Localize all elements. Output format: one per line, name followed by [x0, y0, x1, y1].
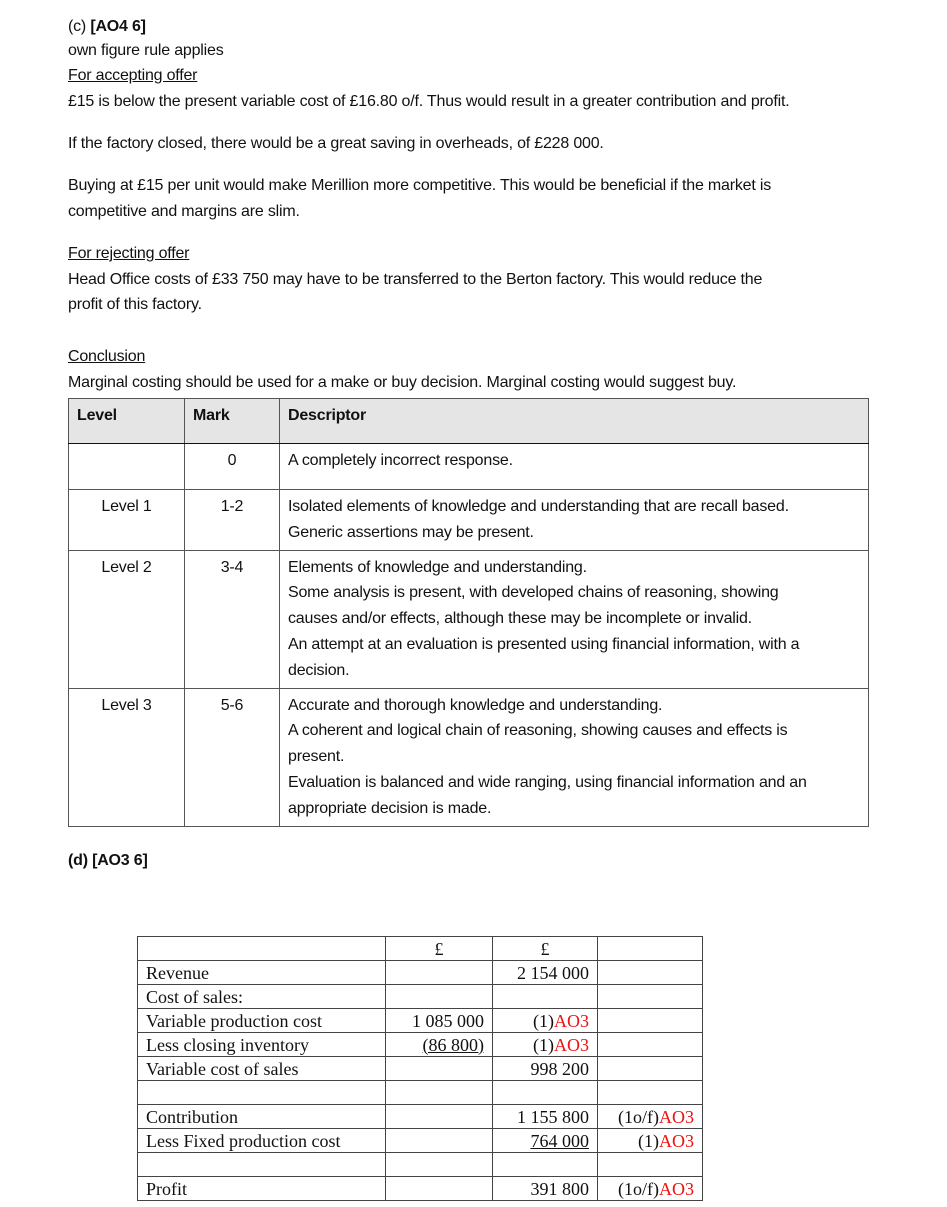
blank-cell: [598, 1153, 703, 1177]
table-row: [138, 1177, 703, 1201]
level-cell: [69, 444, 185, 490]
descriptor-line: causes and/or effects, although these may be incomplete or invalid.: [288, 610, 752, 628]
part-d-heading: (d) [AO3 6]: [68, 852, 148, 869]
row-label: Revenue: [138, 961, 386, 985]
col2-value: 1 085 000: [386, 1009, 493, 1033]
blank-cell: [138, 1081, 386, 1105]
col3-value: 1 155 800: [493, 1105, 598, 1129]
row-label: Contribution: [138, 1105, 386, 1129]
ao-marker: AO3: [554, 1034, 589, 1055]
mark-count: (1): [638, 1130, 659, 1151]
row-label: Cost of sales:: [138, 985, 386, 1009]
blank-cell: [598, 1081, 703, 1105]
descriptor-line: decision.: [288, 661, 350, 679]
blank-cell: [598, 1033, 703, 1057]
descriptor-cell: [280, 550, 869, 688]
col3-value: [493, 1129, 598, 1153]
mark-allocation: [493, 1033, 598, 1057]
marginal-costing-statement-table: [137, 936, 703, 1201]
row-label: Profit: [138, 1177, 386, 1201]
blank-cell: [493, 1153, 598, 1177]
descriptor-line: Evaluation is balanced and wide ranging, using financial information and an: [288, 773, 807, 791]
descriptor-line: appropriate decision is made.: [288, 799, 492, 817]
table-row: [69, 688, 869, 826]
descriptor-line: A completely incorrect response.: [288, 452, 513, 469]
accepting-point-2: If the factory closed, there would be a great saving in overheads, of £228 000.: [68, 135, 604, 152]
blank-cell: [386, 1057, 493, 1081]
descriptor-line: Isolated elements of knowledge and understanding that are recall based.: [288, 498, 789, 515]
table-row: [138, 1033, 703, 1057]
accepting-point-3-line-2: competitive and margins are slim.: [68, 203, 300, 220]
blank-cell: [598, 1057, 703, 1081]
ao-marker: AO3: [554, 1010, 589, 1031]
mark-count: (1o/f): [618, 1106, 659, 1127]
level-cell: Level 3: [69, 688, 185, 826]
descriptor-line: Generic assertions may be present.: [288, 523, 534, 541]
accepting-point-3-line-1: Buying at £15 per unit would make Merillion more competitive. This would be beneficial if the market is: [68, 177, 772, 194]
level-cell: Level 1: [69, 490, 185, 551]
conclusion-heading: Conclusion: [68, 348, 146, 365]
table-row: [138, 985, 703, 1009]
blank-cell: [386, 1129, 493, 1153]
part-c-ao-tag: [AO4 6]: [90, 18, 146, 35]
currency-header-row: [138, 937, 703, 961]
level-cell: Level 2: [69, 550, 185, 688]
currency-symbol: £: [386, 937, 493, 961]
col3-value: 2 154 000: [493, 961, 598, 985]
spacer-row: [138, 1153, 703, 1177]
col3-value: 998 200: [493, 1057, 598, 1081]
rejecting-point-1-line-2: profit of this factory.: [68, 296, 202, 313]
blank-cell: [386, 1153, 493, 1177]
blank-cell: [138, 1153, 386, 1177]
table-row: [138, 961, 703, 985]
table-row: [69, 550, 869, 688]
blank-cell: [598, 937, 703, 961]
descriptor-cell: [280, 444, 869, 490]
descriptor-line: Accurate and thorough knowledge and understanding.: [288, 696, 663, 714]
accepting-point-1: £15 is below the present variable cost of £16.80 o/f. Thus would result in a greater contribution and profit.: [68, 93, 790, 110]
mark-count: (1): [533, 1010, 554, 1031]
blank-cell: [386, 985, 493, 1009]
table-row: [138, 1105, 703, 1129]
own-figure-rule-note: own figure rule applies: [68, 42, 224, 59]
blank-cell: [493, 1081, 598, 1105]
col2-value: [386, 961, 493, 985]
mark-count: (1o/f): [618, 1178, 659, 1199]
spacer-row: [138, 1081, 703, 1105]
row-label: Variable production cost: [138, 1009, 386, 1033]
mark-count: (1): [533, 1034, 554, 1055]
ao-marker: AO3: [659, 1178, 694, 1199]
table-row: [138, 1057, 703, 1081]
header-level: Level: [69, 399, 185, 444]
blank-cell: [598, 1009, 703, 1033]
descriptor-line: Some analysis is present, with developed chains of reasoning, showing: [288, 584, 779, 602]
col3-value: 391 800: [493, 1177, 598, 1201]
blank-cell: [386, 1177, 493, 1201]
mark-cell: 3-4: [185, 550, 280, 688]
part-c-heading: [68, 17, 146, 37]
ao-marker: AO3: [659, 1130, 694, 1151]
mark-allocation: [598, 1129, 703, 1153]
blank-cell: [386, 1081, 493, 1105]
table-row: [138, 1129, 703, 1153]
descriptor-line: A coherent and logical chain of reasoning, showing causes and effects is: [288, 722, 788, 740]
header-mark: Mark: [185, 399, 280, 444]
blank-cell: [493, 985, 598, 1009]
mark-allocation: [598, 1177, 703, 1201]
descriptor-cell: [280, 490, 869, 551]
table-row: [138, 1009, 703, 1033]
header-descriptor: Descriptor: [280, 399, 869, 444]
mark-cell: 0: [185, 444, 280, 490]
blank-cell: [598, 961, 703, 985]
rejecting-offer-heading: For rejecting offer: [68, 245, 190, 262]
row-label: Less Fixed production cost: [138, 1129, 386, 1153]
descriptor-cell: [280, 688, 869, 826]
ao-marker: AO3: [659, 1106, 694, 1127]
mark-allocation: [493, 1009, 598, 1033]
accepting-offer-heading: For accepting offer: [68, 67, 198, 84]
currency-symbol: £: [493, 937, 598, 961]
blank-cell: [138, 937, 386, 961]
mark-cell: 5-6: [185, 688, 280, 826]
blank-cell: [386, 1105, 493, 1129]
underlined-value: (86 800): [422, 1034, 484, 1055]
rejecting-point-1-line-1: Head Office costs of £33 750 may have to be transferred to the Berton factory. This would reduce the: [68, 271, 763, 288]
mark-cell: 1-2: [185, 490, 280, 551]
row-label: Variable cost of sales: [138, 1057, 386, 1081]
table-row: [69, 490, 869, 551]
col2-value: [386, 1033, 493, 1057]
conclusion-text: Marginal costing should be used for a make or buy decision. Marginal costing would suggest buy.: [68, 374, 737, 391]
underlined-value: 764 000: [530, 1130, 589, 1151]
part-c-label: (c): [68, 18, 91, 35]
descriptor-line: An attempt at an evaluation is presented using financial information, with a: [288, 635, 800, 653]
blank-cell: [598, 985, 703, 1009]
table-row: [69, 444, 869, 490]
row-label: Less closing inventory: [138, 1033, 386, 1057]
descriptor-line: present.: [288, 748, 345, 766]
levels-mark-scheme-table: [68, 398, 869, 827]
table-header-row: [69, 399, 869, 444]
mark-allocation: [598, 1105, 703, 1129]
descriptor-line: Elements of knowledge and understanding.: [288, 558, 587, 576]
